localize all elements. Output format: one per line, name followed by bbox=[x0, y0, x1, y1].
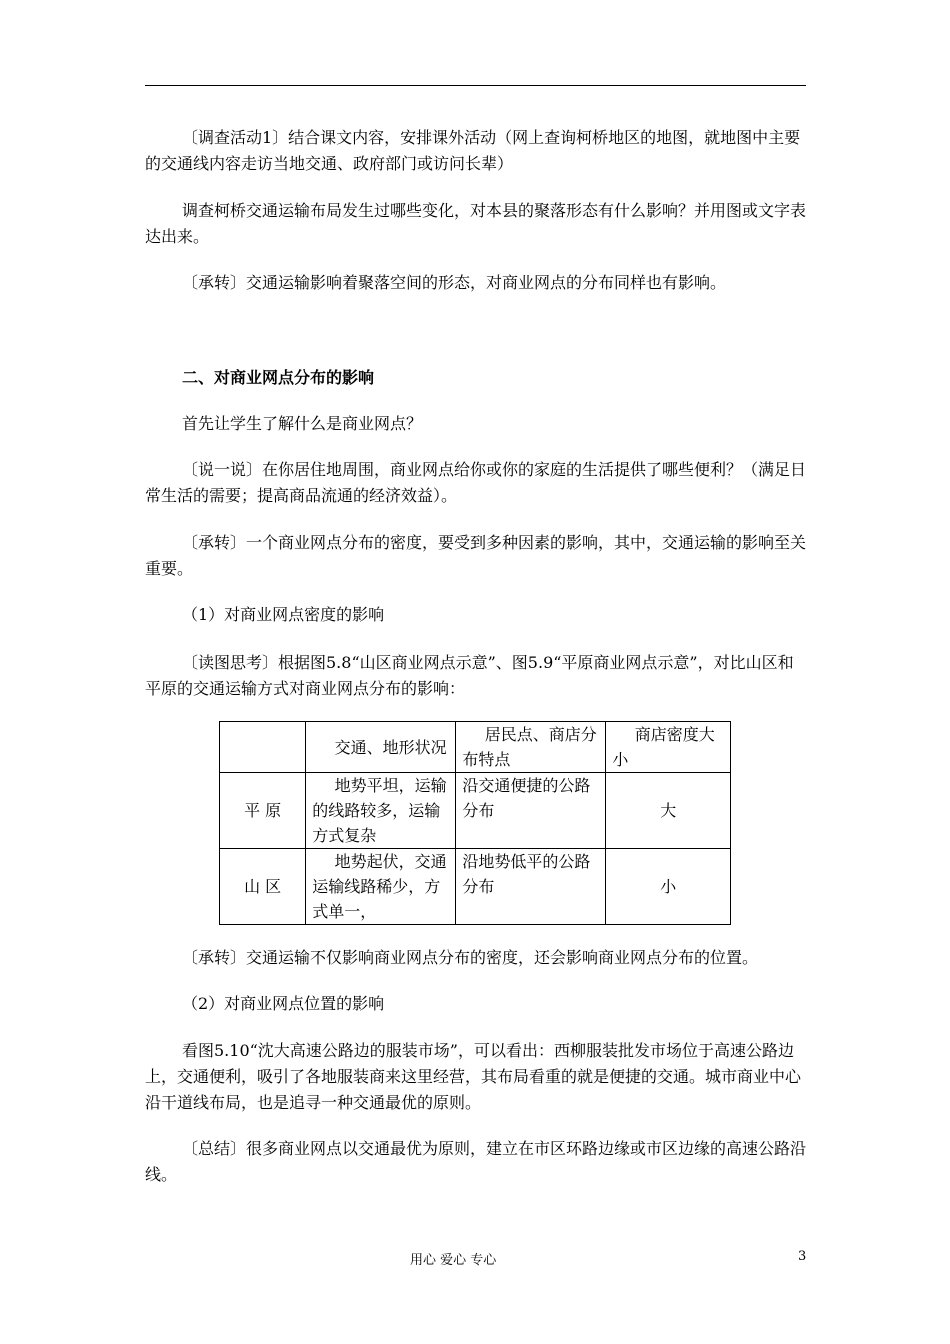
section-heading: 二、对商业网点分布的影响 bbox=[182, 368, 375, 387]
page-number: 3 bbox=[798, 1249, 807, 1264]
footer-motto: 用心 爱心 专心 bbox=[410, 1253, 497, 1268]
paragraph-survey-question: 调查柯桥交通运输布局发生过哪些变化，对本县的聚落形态有什么影响？并用图或文字表达出来。 bbox=[145, 201, 807, 246]
paragraph-transition-3: 〔承转〕交通运输不仅影响商业网点分布的密度，还会影响商业网点分布的位置。 bbox=[182, 948, 759, 967]
distribution-cell: 沿交通便捷的公路分布 bbox=[456, 773, 606, 849]
paragraph-map-reading: 〔读图思考〕根据图5.8“山区商业网点示意”、图5.9“平原商业网点示意”，对比山区和平原的交通运输方式对商业网点分布的影响： bbox=[145, 653, 794, 698]
subheading-location: （2）对商业网点位置的影响 bbox=[182, 994, 385, 1013]
paragraph-summary: 〔总结〕很多商业网点以交通最优为原则，建立在市区环路边缘或市区边缘的高速公路沿线。 bbox=[145, 1139, 807, 1184]
paragraph-market-example: 看图5.10“沈大高速公路边的服装市场”，可以看出：西柳服装批发市场位于高速公路边上，交通便利，吸引了各地服装商来这里经营，其布局看重的就是便捷的交通。城市商业中心沿干道线布局，也是追寻一种交通最优的原则。 bbox=[145, 1041, 802, 1112]
table-header-cell: 居民点、商店分布特点 bbox=[456, 722, 606, 773]
table-header-cell: 商店密度大小 bbox=[606, 722, 731, 773]
comparison-table bbox=[219, 721, 731, 925]
subheading-density: （1）对商业网点密度的影响 bbox=[182, 605, 385, 624]
terrain-cell: 地势平坦，运输的线路较多，运输方式复杂 bbox=[306, 773, 456, 849]
paragraph-intro: 首先让学生了解什么是商业网点？ bbox=[182, 414, 423, 433]
density-cell: 小 bbox=[606, 849, 731, 925]
table-row bbox=[220, 849, 731, 925]
table-header-row bbox=[220, 722, 731, 773]
paragraph-transition-1: 〔承转〕交通运输影响着聚落空间的形态，对商业网点的分布同样也有影响。 bbox=[182, 273, 727, 292]
header-rule bbox=[145, 85, 806, 86]
region-cell: 山 区 bbox=[220, 849, 306, 925]
table-header-cell bbox=[220, 722, 306, 773]
paragraph-survey-activity: 〔调查活动1〕结合课文内容，安排课外活动（网上查询柯桥地区的地图，就地图中主要的交通线内容走访当地交通、政府部门或访问长辈） bbox=[145, 128, 801, 173]
density-cell: 大 bbox=[606, 773, 731, 849]
table-row bbox=[220, 773, 731, 849]
paragraph-discussion: 〔说一说〕在你居住地周围，商业网点给你或你的家庭的生活提供了哪些便利？（满足日常生活的需要；提高商品流通的经济效益）。 bbox=[145, 460, 807, 505]
region-cell: 平 原 bbox=[220, 773, 306, 849]
terrain-cell: 地势起伏，交通运输线路稀少，方式单一， bbox=[306, 849, 456, 925]
table-header-cell: 交通、地形状况 bbox=[306, 722, 456, 773]
distribution-cell: 沿地势低平的公路分布 bbox=[456, 849, 606, 925]
paragraph-transition-2: 〔承转〕一个商业网点分布的密度，要受到多种因素的影响，其中，交通运输的影响至关重要。 bbox=[145, 533, 807, 578]
